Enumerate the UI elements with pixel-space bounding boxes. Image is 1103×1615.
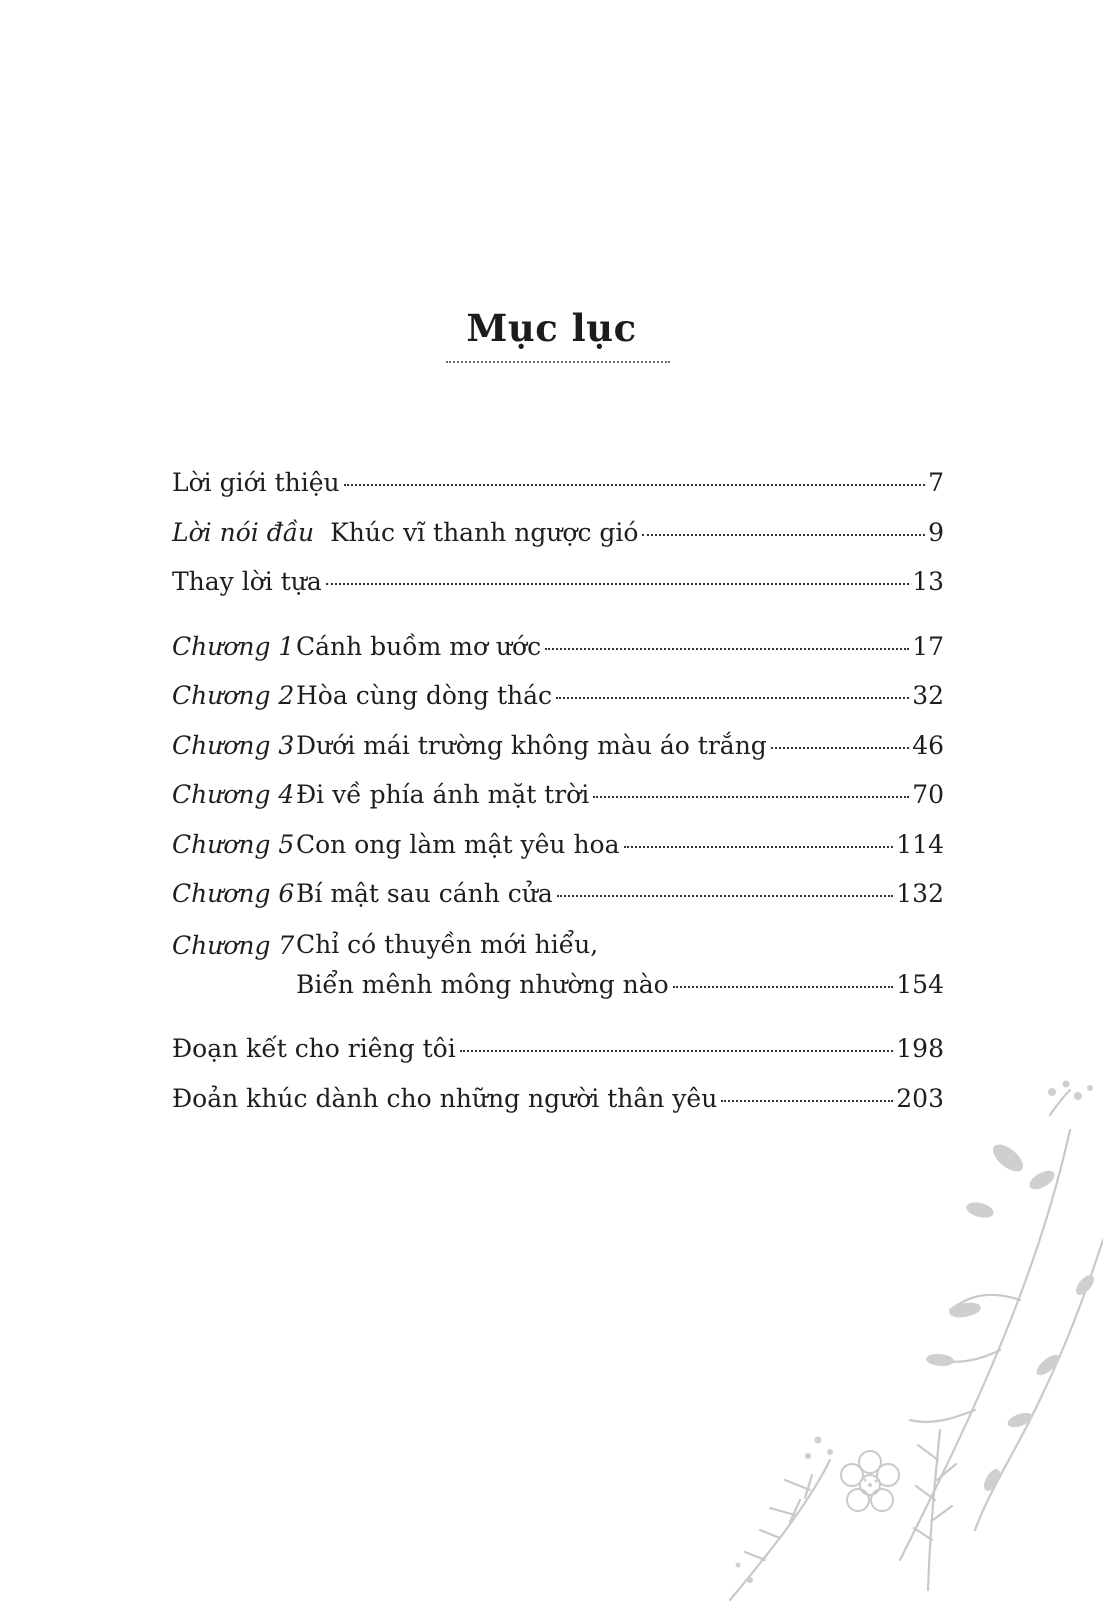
dot-leader — [545, 648, 909, 650]
toc-entry-prefix: Chương 5 — [172, 829, 295, 859]
toc-entry-prefix: Chương 7 — [172, 930, 295, 960]
toc-entry-page: 9 — [928, 517, 944, 547]
dot-leader — [344, 484, 925, 486]
toc-entry-prefix: Lời nói đầu — [172, 517, 315, 547]
dot-leader — [460, 1050, 894, 1052]
toc-entry-label-line-1: Chỉ có thuyền mới hiểu, — [296, 929, 599, 959]
toc-entry-page: 132 — [896, 879, 944, 908]
toc-entry-page: 17 — [912, 631, 944, 661]
toc-entry-label: Đoạn kết cho riêng tôi — [172, 1034, 456, 1063]
toc-entry-page: 114 — [896, 829, 944, 859]
dot-leader — [771, 747, 909, 749]
dot-leader — [593, 796, 909, 798]
toc-entry-prefix: Chương 6 — [172, 879, 295, 908]
toc-entry-label: Thay lời tựa — [172, 567, 322, 596]
toc-entry-chapter-5[interactable] — [172, 830, 944, 880]
toc-entry-label: Đi về phía ánh mặt trời — [296, 780, 590, 809]
dot-leader — [557, 895, 894, 897]
toc-entry-page: 46 — [912, 730, 944, 760]
toc-entry-label: Bí mật sau cánh cửa — [296, 879, 553, 908]
toc-entry-page: 154 — [896, 969, 944, 999]
floral-branch-icon — [690, 1060, 1103, 1615]
toc-entry-label: Hòa cùng dòng thác — [296, 681, 553, 710]
title-dotted-rule — [446, 361, 670, 363]
dot-leader — [642, 534, 925, 536]
toc-entry-label: Đoản khúc dành cho những người thân yêu — [172, 1083, 718, 1113]
toc-entry-label-line-2: Biển mênh mông nhường nào — [296, 969, 669, 999]
toc-entry-chapter-4[interactable] — [172, 780, 944, 830]
dot-leader — [326, 583, 909, 585]
toc-entry-prefix: Chương 3 — [172, 730, 295, 760]
toc-entry-page: 203 — [896, 1083, 944, 1113]
toc-entry-chapter-6[interactable] — [172, 879, 944, 929]
toc-entry-introduction[interactable] — [172, 468, 944, 518]
toc-entry-chapter-7[interactable] — [172, 929, 944, 1020]
toc-entry-label: Con ong làm mật yêu hoa — [296, 829, 620, 859]
toc-entry-prefix: Chương 2 — [172, 681, 295, 710]
toc-entry-page: 32 — [912, 681, 944, 710]
toc-entry-prefix: Chương 4 — [172, 780, 295, 809]
toc-entry-label: Khúc vĩ thanh ngược gió — [330, 517, 639, 547]
table-of-contents — [172, 468, 944, 1133]
toc-entry-page: 13 — [912, 567, 944, 596]
toc-entry-chapter-1[interactable] — [172, 632, 944, 682]
toc-entry-page: 7 — [928, 468, 944, 497]
dot-leader — [556, 697, 909, 699]
toc-entry-label: Lời giới thiệu — [172, 468, 340, 497]
toc-entry-chapter-2[interactable] — [172, 681, 944, 731]
toc-entry-label: Dưới mái trường không màu áo trắng — [296, 730, 767, 760]
toc-entry-chapter-3[interactable] — [172, 731, 944, 781]
toc-entry-page: 198 — [896, 1034, 944, 1063]
toc-entry-page: 70 — [912, 780, 944, 809]
toc-entry-prefix: Chương 1 — [172, 631, 295, 661]
toc-entry-label: Cánh buồm mơ ước — [296, 631, 542, 661]
toc-entry-preface[interactable] — [172, 518, 944, 568]
toc-entry-foreword[interactable] — [172, 567, 944, 617]
dot-leader — [624, 846, 894, 848]
dot-leader — [673, 986, 894, 988]
page-title: Mục lục — [466, 306, 637, 350]
